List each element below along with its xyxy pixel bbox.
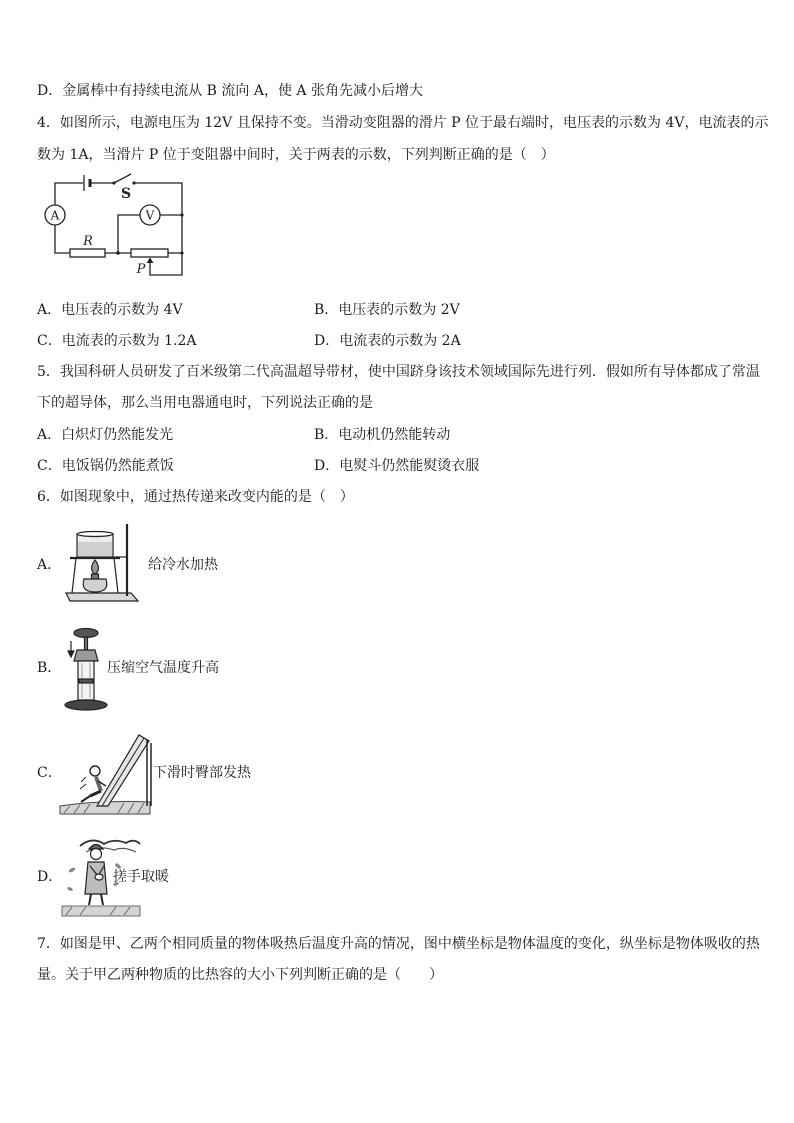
child-thigh: [90, 791, 101, 796]
person-leg: [101, 894, 103, 905]
circuit-wires: [45, 174, 182, 275]
junction-dot: [180, 251, 183, 254]
person-head: [91, 849, 102, 860]
q6-option-d-caption: 搓手取暖: [113, 869, 169, 885]
tripod-leg: [72, 558, 76, 593]
q4-option-d: D．电流表的示数为 2A: [314, 333, 461, 349]
q6-option-d-label: D．: [37, 869, 63, 885]
slide-surface: [97, 735, 149, 806]
piston-handle: [74, 629, 98, 638]
q5-option-a: A．白炽灯仍然能发光: [37, 427, 174, 443]
cylinder-cap: [74, 650, 98, 661]
wire: [118, 215, 140, 253]
q5-stem-line-1: 5．我国科研人员研发了百米级第二代高温超导带材，使中国跻身该技术领域国际先进行列．假如所有导体都成了常温: [37, 364, 760, 380]
person-leg: [89, 894, 91, 905]
piston-head: [79, 679, 93, 683]
leaf: [67, 886, 74, 891]
flame: [92, 560, 99, 574]
q4-option-a: A．电压表的示数为 4V: [37, 302, 183, 318]
piston-rod: [85, 637, 88, 650]
wind-gust: [80, 840, 140, 846]
q6-stem: 6．如图现象中，通过热传递来改变内能的是（ ）: [37, 489, 354, 505]
q6-option-c-label: C．: [37, 765, 62, 781]
switch-contact: [112, 181, 115, 184]
child-torso: [96, 777, 101, 791]
air-compression-figure: [60, 626, 110, 716]
slider-label: P: [136, 262, 146, 277]
wire: [55, 225, 70, 253]
child-leg: [81, 796, 90, 802]
beaker-rim: [77, 532, 113, 537]
wire: [55, 183, 83, 205]
q5-option-b: B．电动机仍然能转动: [314, 427, 451, 443]
person: [85, 845, 107, 906]
q4-option-b: B．电压表的示数为 2V: [314, 302, 460, 318]
heating-water-figure: [64, 522, 142, 608]
alcohol-lamp: [83, 579, 107, 592]
ammeter-label: A: [50, 208, 60, 223]
resistor-label: R: [83, 234, 93, 249]
q4-stem-line-2: 数为 1A，当滑片 P 位于变阻器中间时，关于两表的示数，下列判断正确的是（ ）: [37, 147, 555, 163]
slider-arrowhead: [147, 258, 154, 264]
tripod-leg: [114, 558, 118, 593]
q7-stem-line-1: 7．如图是甲、乙两个相同质量的物体吸热后温度升高的情况，图中横坐标是物体温度的变化，纵坐标是物体吸收的热: [37, 936, 760, 952]
down-arrow-head: [68, 651, 74, 657]
fire-syringe: [65, 629, 107, 711]
slide-figure: [58, 730, 154, 816]
q3-option-d: D．金属棒中有持续电流从 B 流向 A，使 A 张角先减小后增大: [37, 83, 423, 99]
motion-line: [80, 784, 86, 789]
resistor-r: [70, 249, 105, 257]
switch-contact: [132, 181, 135, 184]
leaf: [68, 867, 76, 874]
q6-option-b-caption: 压缩空气温度升高: [107, 660, 219, 676]
junction-dot: [180, 213, 183, 216]
q6-option-b-label: B．: [37, 660, 62, 676]
switch-blade: [114, 174, 131, 183]
junction-dot: [116, 251, 120, 255]
q5-stem-line-2: 下的超导体，那么当用电器通电时，下列说法正确的是: [37, 395, 373, 411]
child-head: [90, 766, 100, 776]
ground: [62, 906, 140, 916]
switch-label: S: [120, 186, 132, 202]
q4-stem-line-1: 4．如图所示，电源电压为 12V 且保持不变。当滑动变阻器的滑片 P 位于最右端时，电压表的示数为 4V，电流表的示: [37, 115, 769, 131]
lamp-cap: [92, 574, 99, 579]
water: [78, 542, 112, 556]
q6-option-a-label: A．: [37, 557, 62, 573]
rheostat: [131, 249, 168, 257]
q6-option-c-caption: 下滑时臀部发热: [153, 765, 251, 781]
q4-option-c: C．电流表的示数为 1.2A: [37, 333, 197, 349]
circuit-diagram: [40, 170, 190, 282]
voltmeter-label: V: [145, 208, 155, 223]
cylinder-base: [65, 700, 107, 710]
motion-line: [81, 777, 86, 782]
slide-rail: [102, 738, 144, 806]
q6-option-a-caption: 给冷水加热: [148, 557, 218, 573]
q5-option-c: C．电饭锅仍然能煮饭: [37, 458, 174, 474]
heating-apparatus: [66, 524, 138, 601]
q7-stem-line-2: 量。关于甲乙两种物质的比热容的大小下列判断正确的是（ ）: [37, 967, 443, 983]
q5-option-d: D．电熨斗仍然能熨烫衣服: [314, 458, 480, 474]
rubbing-hands: [95, 874, 103, 880]
